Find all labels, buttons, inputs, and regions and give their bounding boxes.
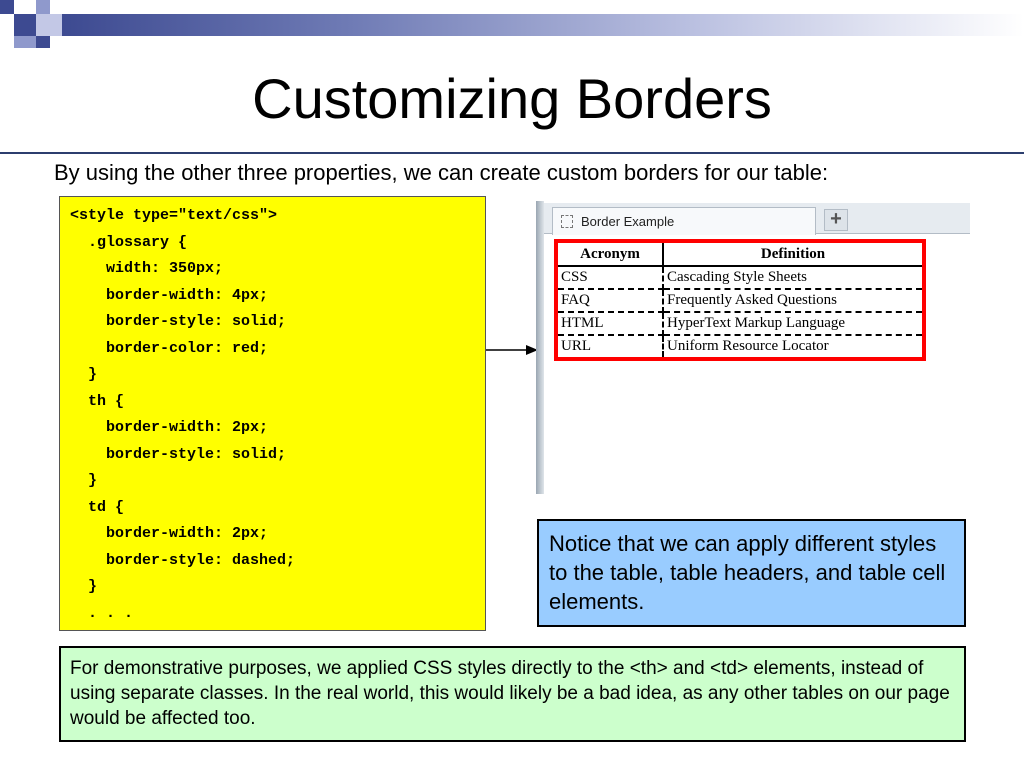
code-line: } (70, 366, 98, 383)
table-cell: Frequently Asked Questions (663, 289, 924, 312)
code-line: border-style: solid; (70, 445, 287, 463)
page-icon (561, 215, 573, 228)
browser-tab[interactable] (552, 207, 816, 235)
code-block (59, 196, 486, 631)
code-line: border-style: dashed; (70, 551, 296, 569)
code-line: border-width: 2px; (70, 525, 269, 542)
code-line: th { (70, 392, 125, 410)
browser-screenshot (536, 201, 970, 494)
table-cell: Uniform Resource Locator (663, 335, 924, 359)
code-line: } (70, 578, 98, 595)
intro-text: By using the other three properties, we can create custom borders for our table: (54, 160, 829, 185)
code-line: border-width: 4px; (70, 286, 269, 304)
code-line: border-style: solid; (70, 313, 287, 330)
browser-tab-strip (544, 203, 970, 234)
decor-square-1 (0, 0, 14, 14)
table-cell: FAQ (556, 289, 663, 312)
table-row (556, 289, 924, 312)
code-line: . . . (70, 604, 134, 622)
table-header-row (556, 241, 924, 266)
code-line: .glossary { (70, 233, 188, 251)
decor-square-4 (36, 14, 62, 36)
decor-square-5 (14, 36, 36, 48)
table-cell: CSS (556, 266, 663, 289)
decor-square-7 (50, 0, 62, 14)
code-line: width: 350px; (70, 260, 224, 277)
table-header: Definition (663, 241, 924, 266)
table-row (556, 266, 924, 289)
decor-square-2 (14, 14, 36, 36)
glossary-table (554, 239, 926, 361)
code-line: } (70, 472, 98, 489)
notice-callout: Notice that we can apply different styles to the table, table headers, and table cell elements. (537, 519, 966, 627)
title-divider (0, 152, 1024, 154)
code-line: border-width: 2px; (70, 419, 269, 436)
table-cell: HTML (556, 312, 663, 335)
table-row (556, 335, 924, 359)
decor-square-6 (36, 36, 50, 48)
table-row (556, 312, 924, 335)
table-cell: Cascading Style Sheets (663, 266, 924, 289)
new-tab-button[interactable]: + (824, 209, 848, 231)
footer-note: For demonstrative purposes, we applied CSS styles directly to the <th> and <td> elements, instead of using separate classes. In the real world, this would likely be a bad idea, as any other tables on our page would be affected too. (59, 646, 966, 742)
code-line: td { (70, 498, 125, 516)
table-cell: URL (556, 335, 663, 359)
browser-frame-edge (536, 201, 544, 494)
decor-top-bar (62, 14, 1024, 36)
table-cell: HyperText Markup Language (663, 312, 924, 335)
code-line: border-color: red; (70, 339, 269, 357)
table-header: Acronym (556, 241, 663, 266)
browser-tab-title: Border Example (581, 214, 675, 229)
code-line: <style type="text/css"> (70, 207, 278, 224)
arrow-right-icon (486, 340, 538, 360)
slide-title: Customizing Borders (252, 67, 772, 130)
